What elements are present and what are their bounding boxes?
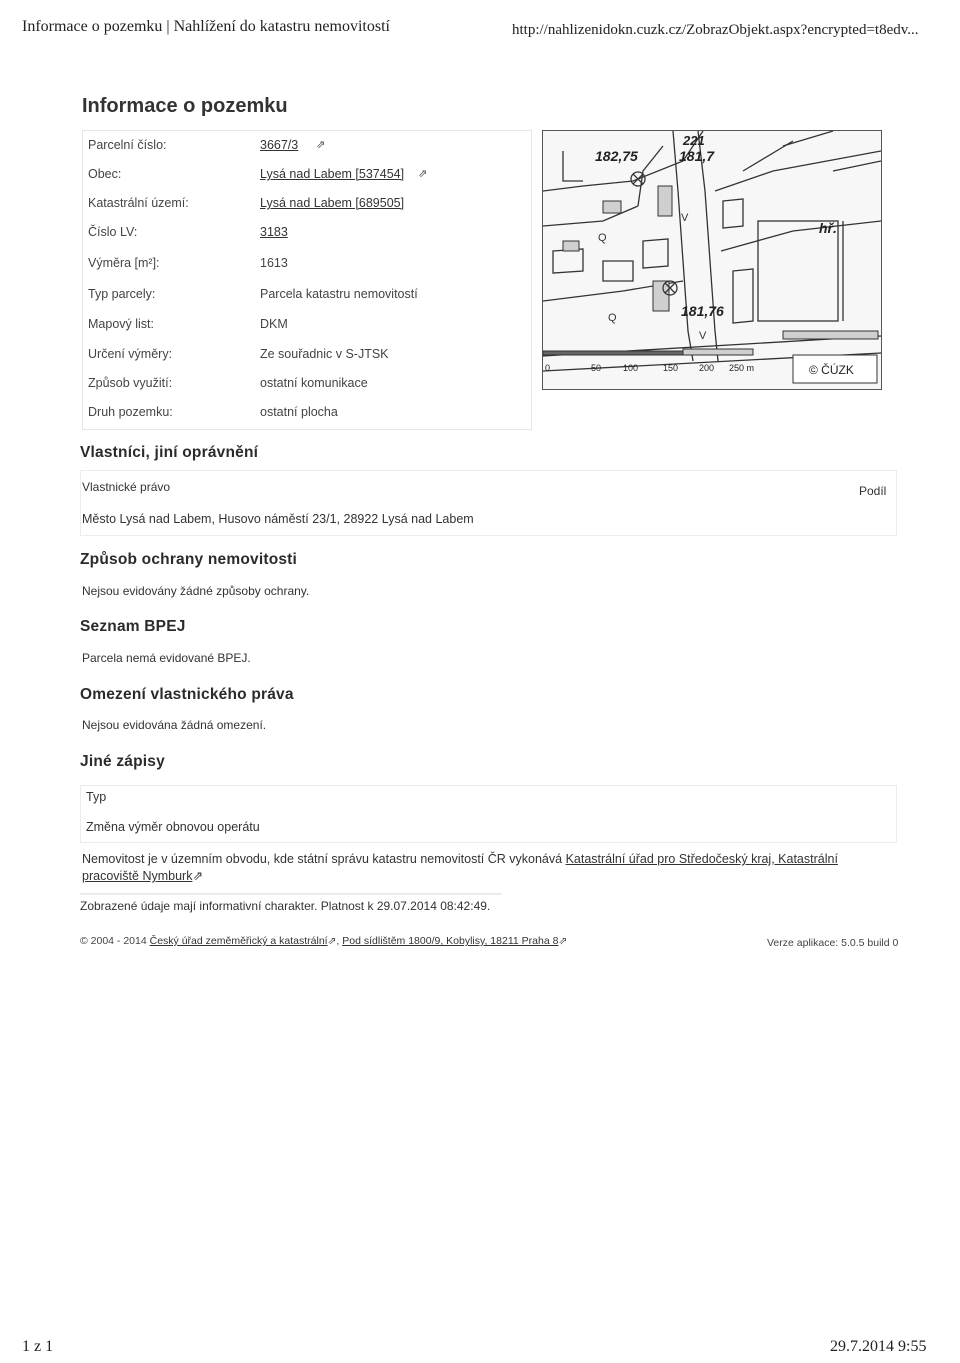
office-note: [82, 851, 882, 885]
parcel-row-value: DKM: [260, 317, 288, 331]
restrictions-heading: Omezení vlastnického práva: [80, 686, 294, 703]
parcel-row-value: Parcela katastru nemovitostí: [260, 287, 418, 301]
parcel-row-value[interactable]: Lysá nad Labem [689505]: [260, 196, 405, 210]
footer-address-link[interactable]: Pod sídlištěm 1800/9, Kobylisy, 18211 Praha 8: [342, 935, 559, 947]
bpej-text: Parcela nemá evidované BPEJ.: [82, 651, 251, 665]
scale-label: 200: [699, 363, 715, 373]
parcel-row-label: Výměra [m²]:: [88, 256, 160, 270]
disclaimer: Zobrazené údaje mají informativní charakter. Platnost k 29.07.2014 08:42:49.: [80, 899, 491, 913]
owners-col-share: Podíl: [859, 484, 887, 498]
map-copyright: © ČÚZK: [809, 363, 854, 377]
scale-label: 0: [545, 363, 551, 373]
print-header-url[interactable]: http://nahlizenidokn.cuzk.cz/ZobrazObjekt.aspx?encrypted=t8edv...: [512, 22, 919, 38]
map-label: V: [699, 330, 707, 342]
divider: [80, 893, 502, 895]
map-label: 221: [683, 133, 705, 148]
office-note-text: Nemovitost je v územním obvodu, kde státní správu katastru nemovitostí ČR vykonává: [82, 852, 563, 866]
owners-heading: Vlastníci, jiní oprávnění: [80, 444, 259, 461]
parcel-row-label: Parcelní číslo:: [88, 138, 167, 152]
map-label: V: [681, 212, 689, 224]
parcel-row-value[interactable]: Lysá nad Labem [537454]: [260, 167, 405, 181]
scale-label: 50: [591, 363, 602, 373]
parcel-row-label: Určení výměry:: [88, 347, 173, 361]
print-datetime: 29.7.2014 9:55: [830, 1338, 927, 1355]
parcel-row-label: Druh pozemku:: [88, 405, 173, 419]
protection-text: Nejsou evidovány žádné způsoby ochrany.: [82, 584, 310, 598]
parcel-row-label: Katastrální území:: [88, 196, 189, 210]
protection-heading: Způsob ochrany nemovitosti: [80, 551, 298, 568]
owner-entry: Město Lysá nad Labem, Husovo náměstí 23/1, 28922 Lysá nad Labem: [82, 512, 474, 526]
owners-table: [80, 470, 897, 536]
parcel-row-label: Typ parcely:: [88, 287, 156, 301]
parcel-row-value: Ze souřadnic v S-JTSK: [260, 347, 389, 361]
map-label: 182,75: [595, 148, 638, 164]
scale-label: 150: [663, 363, 679, 373]
other-col-type: Typ: [86, 790, 107, 804]
external-link-icon: ⇗: [418, 168, 428, 180]
parcel-row-value: ostatní plocha: [260, 405, 338, 419]
map-label: 181,7: [679, 148, 715, 164]
parcel-row-value[interactable]: 3667/3: [260, 138, 299, 152]
restrictions-text: Nejsou evidována žádná omezení.: [82, 718, 267, 732]
other-entry: Změna výměr obnovou operátu: [86, 820, 260, 834]
app-version: Verze aplikace: 5.0.5 build 0: [767, 937, 899, 949]
map-label: hř.: [819, 220, 837, 236]
map-label: Q: [598, 232, 607, 244]
page-title: Informace o pozemku: [82, 95, 288, 117]
parcel-row-value[interactable]: 3183: [260, 225, 288, 239]
print-header-title: Informace o pozemku | Nahlížení do katastru nemovitostí: [22, 18, 390, 35]
parcel-row-value: ostatní komunikace: [260, 376, 368, 390]
map-label: Q: [608, 312, 617, 324]
external-link-icon: ⇗: [192, 869, 203, 883]
external-link-icon: ⇗: [327, 935, 337, 947]
office-link-branch[interactable]: pracoviště Nymburk: [82, 869, 193, 883]
print-page-number: 1 z 1: [22, 1338, 54, 1355]
footer-copyright: © 2004 - 2014: [80, 935, 147, 947]
parcel-row-label: Způsob využití:: [88, 376, 173, 390]
owners-col-right: Vlastnické právo: [82, 480, 171, 494]
other-records-table: [80, 785, 897, 843]
other-records-heading: Jiné zápisy: [80, 753, 165, 770]
map-drawing: [543, 131, 881, 389]
office-link[interactable]: Katastrální úřad pro Středočeský kraj, Katastrální: [565, 852, 838, 866]
map-label: 181,76: [681, 303, 724, 319]
external-link-icon: ⇗: [558, 935, 568, 947]
parcel-row-label: Mapový list:: [88, 317, 154, 331]
parcel-row-value: 1613: [260, 256, 288, 270]
footer-office-link[interactable]: Český úřad zeměměřický a katastrální: [149, 935, 328, 947]
cadastral-map[interactable]: [542, 130, 882, 390]
parcel-row-label: Číslo LV:: [88, 225, 138, 239]
scale-label: 100: [623, 363, 639, 373]
scale-label: 250 m: [729, 363, 755, 373]
footer-links: © 2004 - 2014 Český úřad zeměměřický a katastrální⇗, Pod sídlištěm 1800/9, Kobylisy, 18211 Praha 8⇗: [80, 935, 568, 947]
parcel-row-label: Obec:: [88, 167, 122, 181]
external-link-icon: ⇗: [316, 139, 326, 151]
bpej-heading: Seznam BPEJ: [80, 618, 186, 635]
